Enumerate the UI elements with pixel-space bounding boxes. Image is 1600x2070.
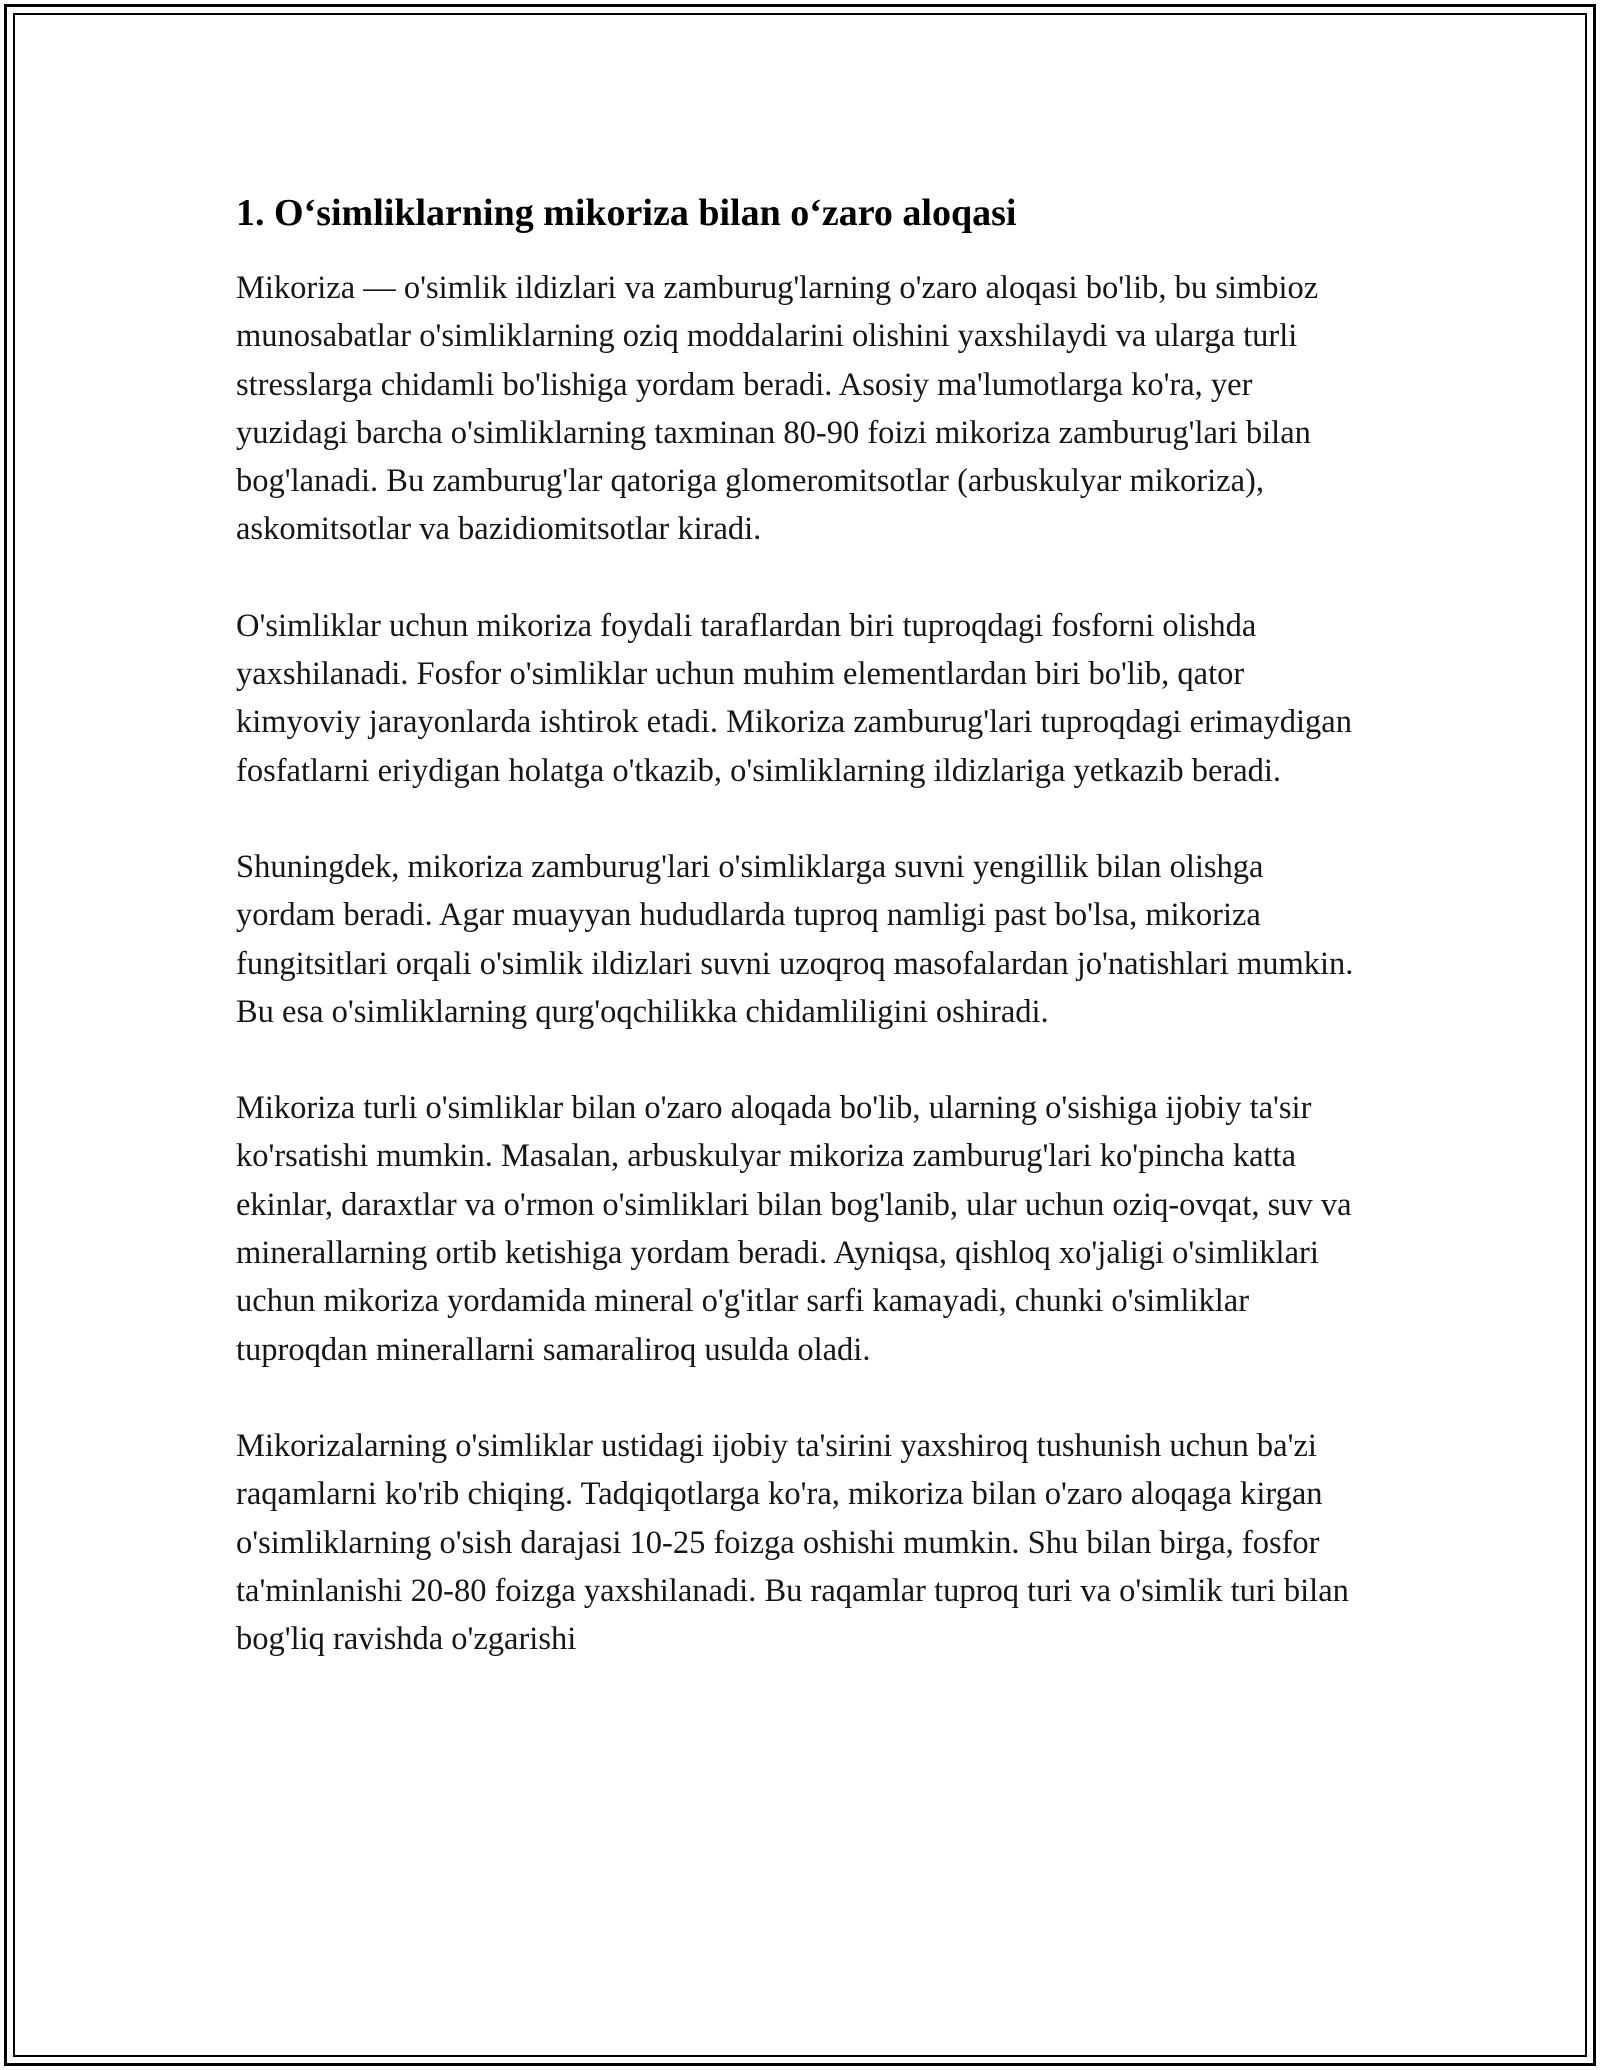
- paragraph-1: Mikoriza — o'simlik ildizlari va zamburug'larning o'zaro aloqasi bo'lib, bu simbioz munosabatlar o'simliklarning oziq moddalarini olishini yaxshilaydi va ularga turli stresslarga chidamli bo'lishiga yordam beradi. Asosiy ma'lumotlarga ko'ra, yer yuzidagi barcha o'simliklarning taxminan 80-90 foizi mikoriza zamburug'lari bilan bog'lanadi. Bu zamburug'lar qatoriga glomeromitsotlar (arbuskulyar mikoriza), askomitsotlar va bazidiomitsotlar kiradi.: [236, 270, 1319, 548]
- section-title: 1. O‘simliklarning mikoriza bilan o‘zaro aloqasi: [236, 192, 1017, 234]
- document-body: [236, 186, 1356, 1711]
- paragraph-2: O'simliklar uchun mikoriza foydali taraflardan biri tuproqdagi fosforni olishda yaxshilanadi. Fosfor o'simliklar uchun muhim elementlardan biri bo'lib, qator kimyoviy jarayonlarda ishtirok etadi. Mikoriza zamburug'lari tuproqdagi erimaydigan fosfatlarni eriydigan holatga o'tkazib, o'simliklarning ildizlariga yetkazib beradi.: [236, 607, 1352, 789]
- paragraph-3: Shuningdek, mikoriza zamburug'lari o'simliklarga suvni yengillik bilan olishga yordam beradi. Agar muayyan hududlarda tuproq namligi past bo'lsa, mikoriza fungitsitlari orqali o'simlik ildizlari suvni uzoqroq masofalardan jo'natishlari mumkin. Bu esa o'simliklarning qurg'oqchilikka chidamliligini oshiradi.: [236, 848, 1354, 1030]
- paragraph-5: Mikorizalarning o'simliklar ustidagi ijobiy ta'sirini yaxshiroq tushunish uchun ba'zi raqamlarni ko'rib chiqing. Tadqiqotlarga ko'ra, mikoriza bilan o'zaro aloqaga kirgan o'simliklarning o'sish darajasi 10-25 foizga oshishi mumkin. Shu bilan birga, fosfor ta'minlanishi 20-80 foizga yaxshilanadi. Bu raqamlar tuproq turi va o'simlik turi bilan bog'liq ravishda o'zgarishi: [236, 1427, 1349, 1658]
- paragraph-4: Mikoriza turli o'simliklar bilan o'zaro aloqada bo'lib, ularning o'sishiga ijobiy ta'sir ko'rsatishi mumkin. Masalan, arbuskulyar mikoriza zamburug'lari ko'pincha katta ekinlar, daraxtlar va o'rmon o'simliklari bilan bog'lanib, ular uchun oziq-ovqat, suv va minerallarning ortib ketishiga yordam beradi. Ayniqsa, qishloq xo'jaligi o'simliklari uchun mikoriza yordamida mineral o'g'itlar sarfi kamayadi, chunki o'simliklar tuproqdan minerallarni samaraliroq usulda oladi.: [236, 1090, 1352, 1368]
